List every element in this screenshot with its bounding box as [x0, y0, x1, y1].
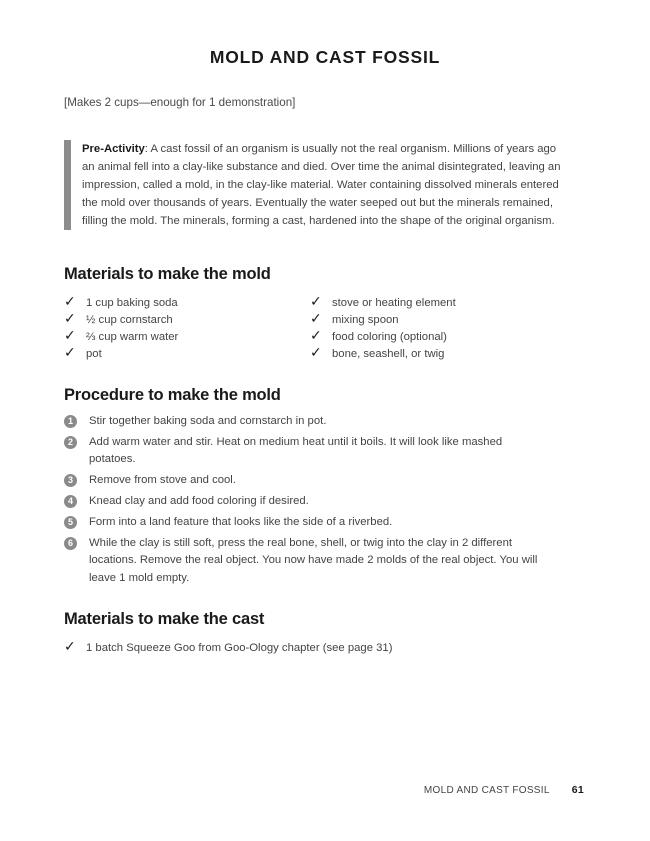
checkmark-icon: ✓	[310, 311, 322, 327]
list-item-label: bone, seashell, or twig	[332, 347, 445, 360]
checkmark-icon: ✓	[310, 328, 322, 344]
list-item	[64, 311, 178, 328]
pre-activity-text: : A cast fossil of an organism is usually not the real organism. Millions of years ago an animal fell into a clay-like substance and died. Over time the animal disintegrated, leaving an impression, called a mold, in the clay-like material. Water containing dissolved minerals entered the mold over thousands of years. Eventually the water seeped out but the minerals remained, filling the mold. The minerals, forming a cast, hardened into the shape of the original organism.	[82, 143, 561, 227]
materials-cast-heading: Materials to make the cast	[64, 610, 265, 628]
step-text: Remove from stove and cool.	[89, 474, 236, 487]
step-text: Form into a land feature that looks like the side of a riverbed.	[89, 516, 393, 529]
list-item-label: 1 cup baking soda	[86, 296, 178, 309]
page-number: 61	[571, 784, 584, 796]
step-number-badge: 3	[64, 474, 77, 487]
list-item-label: food coloring (optional)	[332, 330, 447, 343]
checkmark-icon: ✓	[64, 294, 76, 310]
list-item	[310, 328, 456, 345]
page-title: MOLD AND CAST FOSSIL	[209, 47, 441, 67]
materials-mold-heading: Materials to make the mold	[64, 265, 271, 283]
list-item	[310, 294, 456, 311]
procedure-heading: Procedure to make the mold	[64, 386, 281, 404]
materials-mold-list-right	[310, 294, 456, 362]
procedure-step	[64, 472, 550, 489]
step-number-badge: 6	[64, 537, 77, 550]
step-text: Add warm water and stir. Heat on medium heat until it boils. It will look like mashed potatoes.	[89, 435, 503, 466]
checkmark-icon: ✓	[310, 345, 322, 361]
running-title: MOLD AND CAST FOSSIL	[423, 784, 550, 796]
pre-activity-label: Pre-Activity	[82, 143, 145, 155]
step-text: While the clay is still soft, press the real bone, shell, or twig into the clay in 2 different locations. Remove the real object. You now have made 2 molds of the real object. You will leave 1 mold empty.	[89, 536, 538, 584]
page-footer	[424, 784, 584, 796]
checkmark-icon: ✓	[310, 294, 322, 310]
checkmark-icon: ✓	[64, 345, 76, 361]
list-item-label: stove or heating element	[332, 296, 456, 309]
list-item	[310, 345, 456, 362]
pre-activity-callout	[64, 140, 568, 230]
yield-note: [Makes 2 cups—enough for 1 demonstration]	[64, 96, 296, 109]
checkmark-icon: ✓	[64, 328, 76, 344]
step-number-badge: 5	[64, 516, 77, 529]
procedure-step	[64, 434, 550, 469]
procedure-step	[64, 514, 550, 531]
list-item-label: ⅔ cup warm water	[86, 330, 179, 343]
procedure-steps	[64, 413, 550, 591]
step-number-badge: 1	[64, 415, 77, 428]
step-number-badge: 2	[64, 436, 77, 449]
procedure-step	[64, 493, 550, 510]
list-item-label: 1 batch Squeeze Goo from Goo-Ology chapter (see page 31)	[86, 641, 393, 654]
list-item-label: mixing spoon	[332, 313, 399, 326]
list-item	[64, 639, 392, 656]
list-item-label: ½ cup cornstarch	[86, 313, 173, 326]
list-item	[64, 345, 178, 362]
procedure-step	[64, 535, 550, 587]
checkmark-icon: ✓	[64, 311, 76, 327]
materials-cast-list	[64, 639, 392, 656]
procedure-step	[64, 413, 550, 430]
step-text: Knead clay and add food coloring if desired.	[89, 495, 309, 508]
list-item-label: pot	[86, 347, 102, 360]
step-text: Stir together baking soda and cornstarch in pot.	[89, 415, 327, 427]
list-item	[64, 328, 178, 345]
step-number-badge: 4	[64, 495, 77, 508]
checkmark-icon: ✓	[64, 639, 76, 655]
list-item	[310, 311, 456, 328]
list-item	[64, 294, 178, 311]
materials-mold-list-left	[64, 294, 178, 362]
